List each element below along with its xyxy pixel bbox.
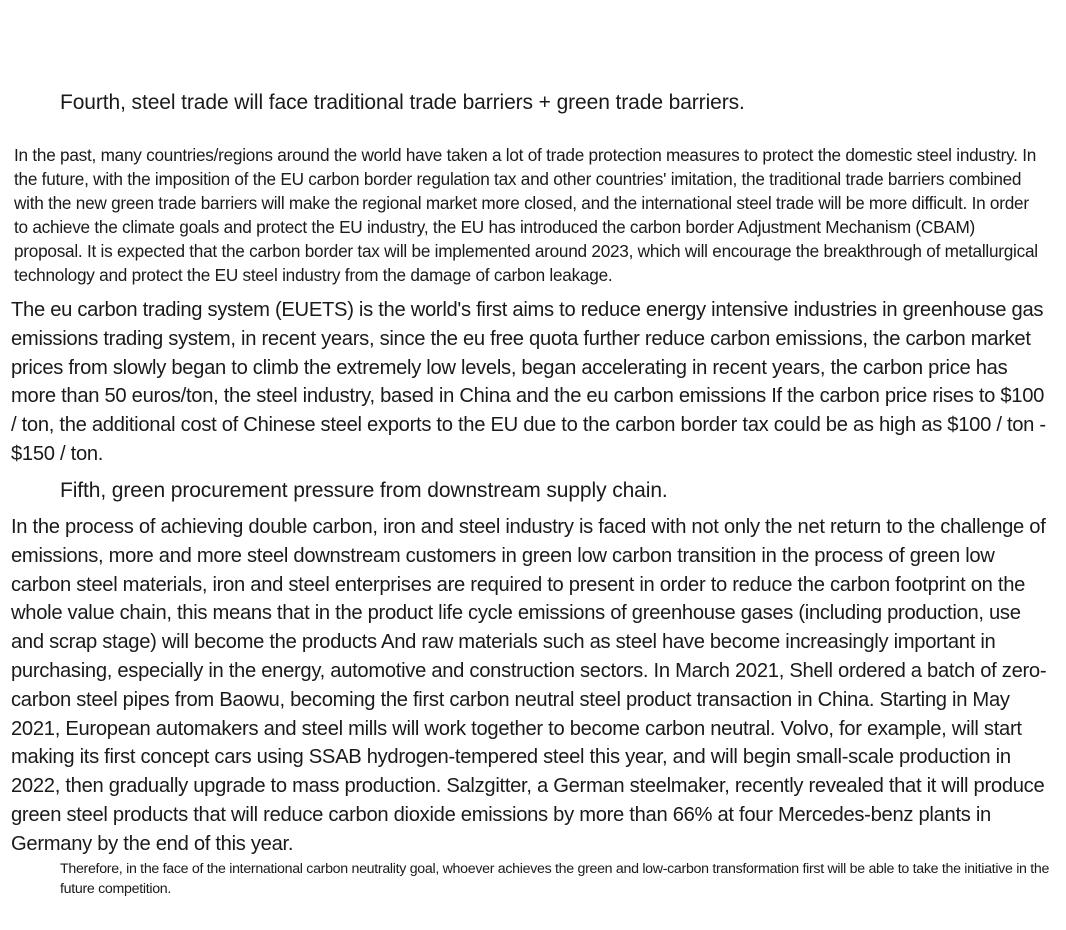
heading-fifth-green-procurement: Fifth, green procurement pressure from downstream supply chain. — [60, 479, 668, 502]
paragraph-green-procurement: In the process of achieving double carbon, iron and steel industry is faced with not only the net return to the challenge of emissions, more and more steel downstream customers in green low carbon transition in the process of green low carbon steel materials, iron and steel enterprises are required to present in order to reduce the carbon footprint on the whole value chain, this means that in the product life cycle emissions of greenhouse gases (including production, use and scrap stage) will become the products And raw materials such as steel have become increasingly important in purchasing, especially in the energy, automotive and construction sectors. In March 2021, Shell ordered a batch of zero-carbon steel pipes from Baowu, becoming the first carbon neutral steel product transaction in China. Starting in May 2021, European automakers and steel mills will work together to become carbon neutral. Volvo, for example, will start making its first concept cars using SSAB hydrogen-tempered steel this year, and will begin small-scale production in 2022, then gradually upgrade to mass production. Salzgitter, a German steelmaker, recently revealed that it will produce green steel products that will reduce carbon dioxide emissions by more than 66% at four Mercedes-benz plants in Germany by the end of this year. — [11, 516, 1047, 855]
paragraph-trade-protection: In the past, many countries/regions around the world have taken a lot of trade protection measures to protect the domestic steel industry. In the future, with the imposition of the EU carbon border regulation tax and other countries' imitation, the traditional trade barriers combined with the new green trade barriers will make the regional market more closed, and the international steel trade will be more difficult. In order to achieve the climate goals and protect the EU industry, the EU has introduced the carbon border Adjustment Mechanism (CBAM) proposal. It is expected that the carbon border tax will be implemented around 2023, which will encourage the breakthrough of metallurgical technology and protect the EU steel industry from the damage of carbon leakage. — [14, 145, 1038, 285]
heading-fourth-trade-barriers: Fourth, steel trade will face traditional trade barriers + green trade barriers. — [60, 91, 745, 114]
paragraph-conclusion: Therefore, in the face of the international carbon neutrality goal, whoever achieves the green and low-carbon transformation first will be able to take the initiative in the future competition. — [60, 861, 1050, 897]
paragraph-euets: The eu carbon trading system (EUETS) is the world's first aims to reduce energy intensive industries in greenhouse gas emissions trading system, in recent years, since the eu free quota further reduce carbon emissions, the carbon market prices from slowly began to climb the extremely low levels, began accelerating in recent years, the carbon price has more than 50 euros/ton, the steel industry, based in China and the eu carbon emissions If the carbon price rises to $100 / ton, the additional cost of Chinese steel exports to the EU due to the carbon border tax could be as high as $100 / ton - $150 / ton. — [11, 299, 1046, 465]
